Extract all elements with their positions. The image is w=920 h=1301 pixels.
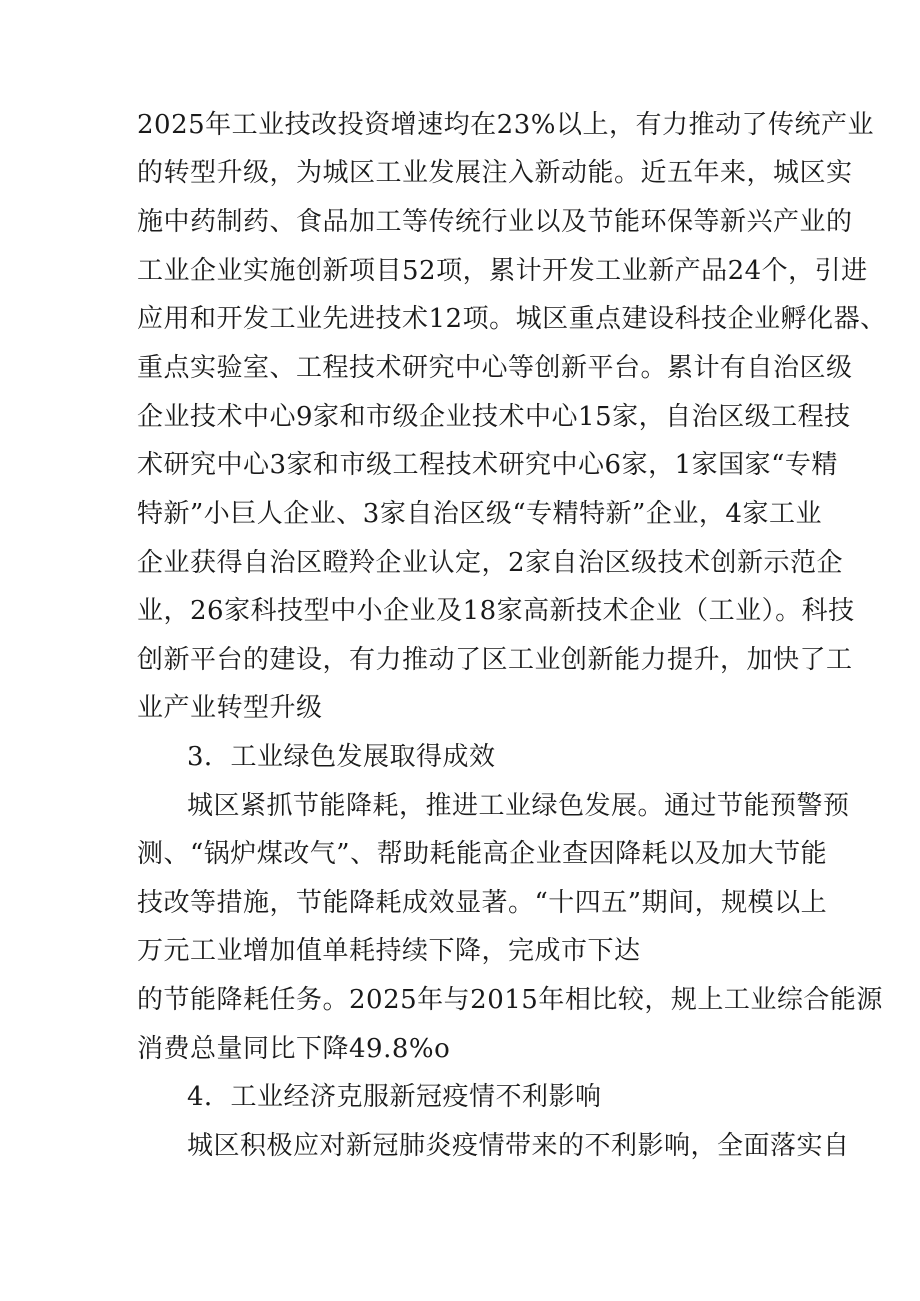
body-text-line: 重点实验室、工程技术研究中心等创新平台。累计有自治区级: [137, 353, 853, 383]
body-text-line: 创新平台的建设，有力推动了区工业创新能力提升，加快了工: [137, 645, 853, 675]
body-text-line: 消费总量同比下降49.8%o: [137, 1034, 451, 1064]
body-text-line: 城区积极应对新冠肺炎疫情带来的不利影响，全面落实自: [187, 1131, 850, 1161]
body-text-line: 的节能降耗任务。2025年与2015年相比较，规上工业综合能源: [137, 985, 883, 1015]
body-text-line: 城区紧抓节能降耗，推进工业绿色发展。通过节能预警预: [187, 791, 850, 821]
section-heading: 4．工业经济克服新冠疫情不利影响: [187, 1082, 602, 1112]
body-text-line: 万元工业增加值单耗持续下降，完成市下达: [137, 936, 641, 966]
body-text-line: 应用和开发工业先进技术12项。城区重点建设科技企业孵化器、: [137, 304, 887, 334]
body-text-line: 业产业转型升级: [137, 693, 323, 723]
body-text-line: 2025年工业技改投资增速均在23%以上，有力推动了传统产业: [137, 110, 874, 140]
body-text-line: 技改等措施，节能降耗成效显著。“十四五”期间，规模以上: [137, 888, 828, 918]
body-text-line: 特新”小巨人企业、3家自治区级“专精特新”企业，4家工业: [137, 499, 822, 529]
body-text-line: 业，26家科技型中小企业及18家高新技术企业（工业）。科技: [137, 596, 855, 626]
body-text-line: 测、“锅炉煤改气”、帮助耗能高企业查因降耗以及加大节能: [137, 839, 828, 869]
body-text-line: 企业获得自治区瞪羚企业认定，2家自治区级技术创新示范企: [137, 548, 844, 578]
body-text-line: 企业技术中心9家和市级企业技术中心15家，自治区级工程技: [137, 402, 851, 432]
body-text-line: 工业企业实施创新项目52项，累计开发工业新产品24个，引进: [137, 256, 868, 286]
body-text-line: 施中药制药、食品加工等传统行业以及节能环保等新兴产业的: [137, 207, 853, 237]
section-heading: 3．工业绿色发展取得成效: [187, 742, 496, 772]
body-text-line: 术研究中心3家和市级工程技术研究中心6家，1家国家“专精: [137, 450, 838, 480]
body-text-line: 的转型升级，为城区工业发展注入新动能。近五年来，城区实: [137, 158, 853, 188]
